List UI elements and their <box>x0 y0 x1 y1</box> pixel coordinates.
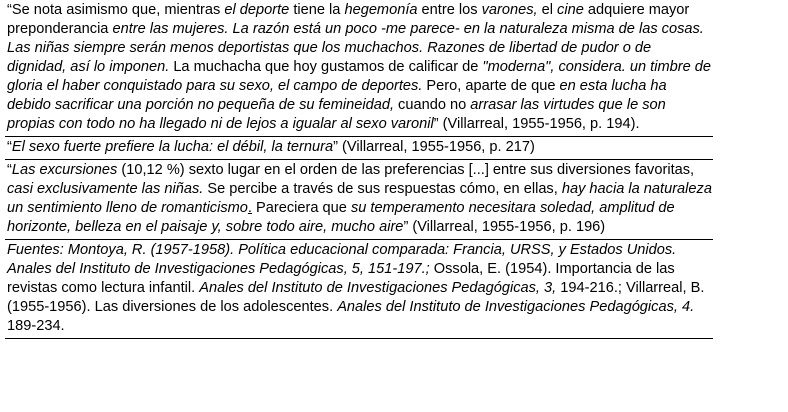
text-run: el <box>537 2 558 18</box>
document-body <box>5 0 713 339</box>
italic-run: "moderna", <box>482 59 555 75</box>
italic-run: entre las mujeres. <box>112 21 229 37</box>
text-run: “ <box>7 139 12 155</box>
italic-run: Fuentes: Montoya, R. (1957-1958). Política educacional comparada: Francia, URSS, y Estados Unidos. Anales del Instituto de Investigaciones Pedagógicas, 5, 151-197.; <box>7 242 677 277</box>
italic-run: casi exclusivamente las niñas. <box>7 181 204 197</box>
citation-run: ” (Villarreal, 1955-1956, p. 194). <box>433 116 640 132</box>
text-run: Pero, aparte de que <box>422 78 560 94</box>
italic-run: considera. un timbre de gloria el haber conquistado para su sexo, el campo de deportes. <box>7 59 711 94</box>
sources-block <box>5 240 713 339</box>
quote-paragraph <box>7 138 713 157</box>
text-run: Se percibe a través de sus respuestas cómo, en ellas, <box>203 181 562 197</box>
italic-run: hegemonía <box>344 2 418 18</box>
italic-run: en esta lucha ha debido sacrificar una porción no pequeña de su femineidad, <box>7 78 667 113</box>
text-run: Pareciera que <box>251 200 351 216</box>
text-run: entre los <box>417 2 482 18</box>
citation-run: ” (Villarreal, 1955-1956, p. 217) <box>333 139 535 155</box>
citation-run: ” (Villarreal, 1955-1956, p. 196) <box>403 219 606 235</box>
text-run: adquiere mayor preponderancia <box>7 2 690 37</box>
italic-run: Anales del Instituto de Investigaciones Pedagógicas, 4. <box>337 299 695 315</box>
text-run: La muchacha que hoy gustamos de calificar de <box>169 59 483 75</box>
italic-run: el deporte <box>224 2 290 18</box>
quote-paragraph <box>7 1 713 134</box>
quote-block-excursiones <box>5 160 713 240</box>
text-run: tiene la <box>289 2 345 18</box>
quote-block-sexo-fuerte <box>5 137 713 160</box>
quote-block-deporte <box>5 0 713 137</box>
text-run: “ <box>7 162 12 178</box>
text-run: “Se nota asimismo que, mientras <box>7 2 225 18</box>
italic-run: Anales del Instituto de Investigaciones Pedagógicas, 3, <box>199 280 557 296</box>
italic-run: cine <box>557 2 584 18</box>
quote-paragraph <box>7 161 713 237</box>
sources-paragraph <box>7 241 713 336</box>
italic-run: arrasar las virtudes que le son propias con todo no ha llegado ni de lejos a igualar al sexo varonil <box>7 97 666 132</box>
italic-run: El sexo fuerte prefiere la lucha: el débil, la ternura <box>11 139 334 155</box>
italic-run: La razón está un poco -me parece- en la naturaleza misma de las cosas. Las niñas siempre serán menos deportistas que los muchachos. Razones de libertad de pudor o de dignidad, así lo imponen. <box>7 21 704 75</box>
text-run: cuando no <box>394 97 471 113</box>
text-run: Ossola, E. (1954). Importancia de las revistas como lectura infantil. <box>7 261 675 296</box>
italic-run: varones, <box>481 2 538 18</box>
underlined-run: . <box>247 200 252 216</box>
italic-run: Las excursiones <box>11 162 118 178</box>
italic-run: hay hacia la naturaleza un sentimiento lleno de romanticismo <box>7 181 712 216</box>
text-run: (10,12 %) sexto lugar en el orden de las preferencias [...] entre sus diversiones favoritas, <box>117 162 695 178</box>
text-run: 189-234. <box>7 318 65 334</box>
text-run: 194-216.; Villarreal, B. (1955-1956). Las diversiones de los adolescentes. <box>7 280 705 315</box>
italic-run: su temperamento necesitara soledad, amplitud de horizonte, belleza en el paisaje y, sobre todo aire, mucho aire <box>7 200 675 235</box>
